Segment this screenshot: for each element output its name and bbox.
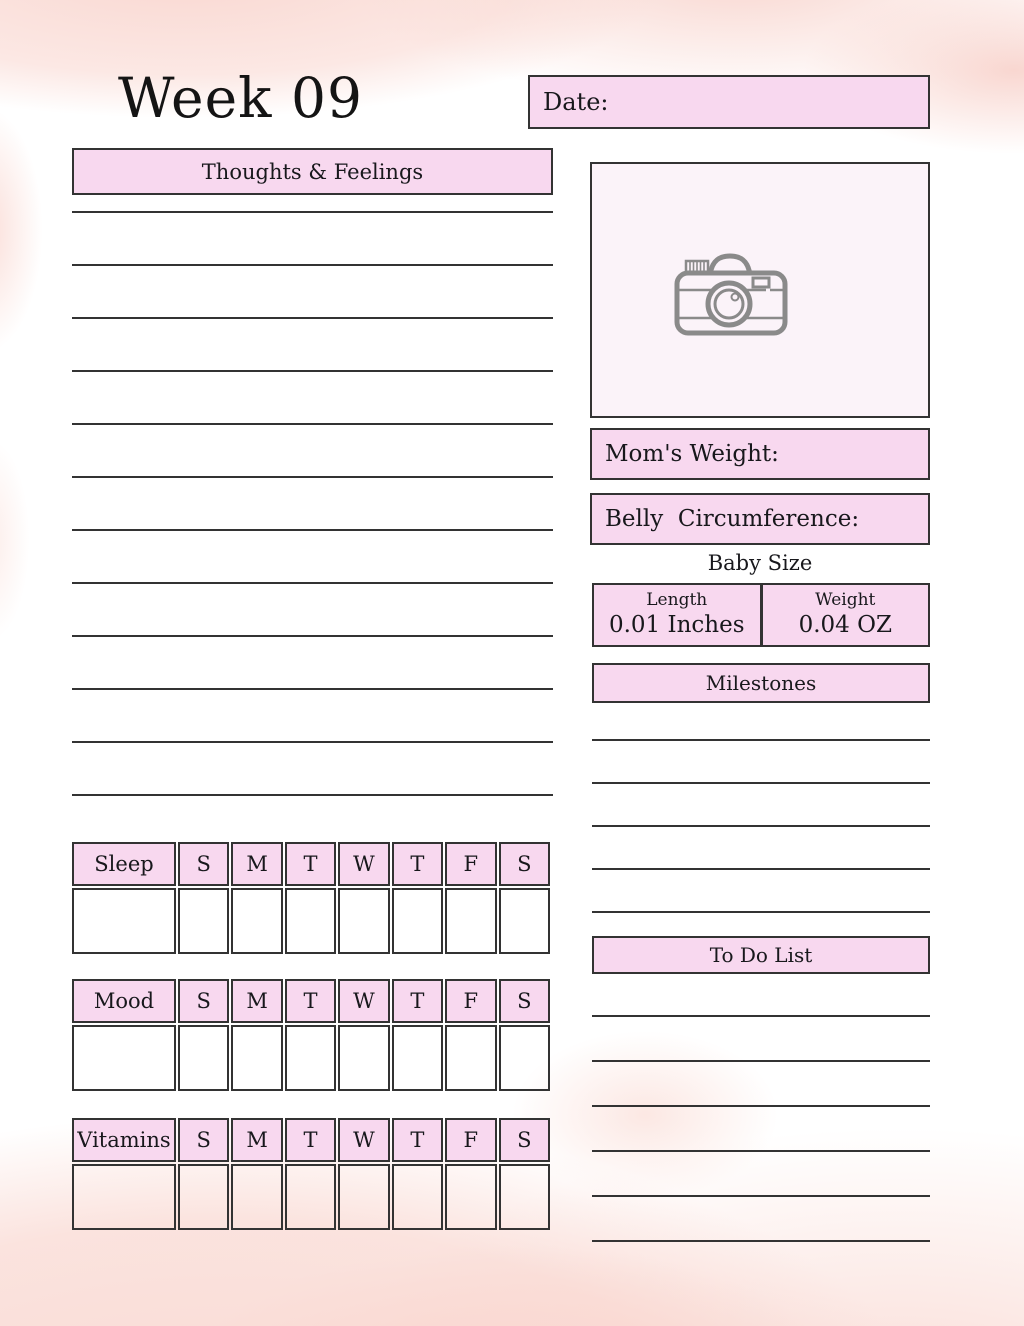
table-row — [72, 1164, 550, 1230]
tracker-cell[interactable] — [338, 1025, 389, 1091]
todo-line[interactable] — [592, 1240, 930, 1242]
tracker-label: Vitamins — [72, 1118, 176, 1162]
day-header: F — [445, 1118, 496, 1162]
sleep-tracker-table — [70, 840, 552, 956]
todo-line[interactable] — [592, 1105, 930, 1107]
tracker-cell[interactable] — [178, 1025, 229, 1091]
day-header: W — [338, 1118, 389, 1162]
tracker-cell[interactable] — [178, 888, 229, 954]
moms-weight-label: Mom's Weight: — [605, 441, 779, 467]
vitamins-tracker-table — [70, 1116, 552, 1232]
day-header: M — [231, 842, 282, 886]
day-header: M — [231, 1118, 282, 1162]
tracker-cell[interactable] — [338, 1164, 389, 1230]
mood-tracker-table — [70, 977, 552, 1093]
day-header: M — [231, 979, 282, 1023]
length-value: 0.01 Inches — [608, 612, 745, 639]
belly-circumference-field[interactable] — [590, 493, 930, 545]
day-header: S — [499, 979, 550, 1023]
day-header: T — [392, 979, 443, 1023]
table-header-row — [72, 979, 550, 1023]
tracker-cell[interactable] — [499, 888, 550, 954]
page-title: Week 09 — [118, 66, 363, 130]
day-header: S — [178, 842, 229, 886]
table-header-row — [72, 1118, 550, 1162]
todo-line[interactable] — [592, 1150, 930, 1152]
photo-placeholder[interactable] — [590, 162, 930, 418]
tracker-label: Mood — [72, 979, 176, 1023]
day-header: T — [392, 1118, 443, 1162]
baby-size-title: Baby Size — [707, 551, 813, 575]
ruled-line[interactable] — [72, 794, 553, 796]
thoughts-feelings-header: Thoughts & Feelings — [72, 148, 553, 195]
milestone-line[interactable] — [592, 825, 930, 827]
tracker-label: Sleep — [72, 842, 176, 886]
milestones-header: Milestones — [592, 663, 930, 703]
day-header: S — [499, 1118, 550, 1162]
day-header: T — [392, 842, 443, 886]
day-header: S — [178, 979, 229, 1023]
day-header: W — [338, 979, 389, 1023]
tracker-cell[interactable] — [178, 1164, 229, 1230]
baby-weight-cell — [760, 585, 929, 645]
tracker-cell[interactable] — [499, 1025, 550, 1091]
ruled-line[interactable] — [72, 741, 553, 743]
date-label: Date: — [543, 88, 609, 116]
day-header: T — [285, 1118, 336, 1162]
day-header: T — [285, 979, 336, 1023]
tracker-cell[interactable] — [392, 1164, 443, 1230]
tracker-cell[interactable] — [285, 1164, 336, 1230]
moms-weight-field[interactable] — [590, 428, 930, 480]
ruled-line[interactable] — [72, 370, 553, 372]
ruled-line[interactable] — [72, 476, 553, 478]
day-header: W — [338, 842, 389, 886]
weight-value: 0.04 OZ — [798, 612, 892, 639]
length-label: Length — [646, 590, 708, 610]
table-header-row — [72, 842, 550, 886]
tracker-cell[interactable] — [231, 888, 282, 954]
tracker-cell[interactable] — [72, 888, 176, 954]
table-row — [72, 888, 550, 954]
ruled-line[interactable] — [72, 582, 553, 584]
milestone-line[interactable] — [592, 739, 930, 741]
tracker-cell[interactable] — [231, 1164, 282, 1230]
day-header: F — [445, 842, 496, 886]
ruled-line[interactable] — [72, 211, 553, 213]
tracker-cell[interactable] — [285, 888, 336, 954]
ruled-line[interactable] — [72, 264, 553, 266]
ruled-line[interactable] — [72, 635, 553, 637]
ruled-line[interactable] — [72, 529, 553, 531]
tracker-cell[interactable] — [499, 1164, 550, 1230]
tracker-cell[interactable] — [392, 888, 443, 954]
tracker-cell[interactable] — [285, 1025, 336, 1091]
thoughts-writing-lines — [72, 0, 553, 1]
day-header: F — [445, 979, 496, 1023]
right-column-lines — [592, 0, 930, 1]
camera-icon — [674, 248, 788, 338]
day-header: S — [499, 842, 550, 886]
tracker-cell[interactable] — [445, 888, 496, 954]
tracker-cell[interactable] — [231, 1025, 282, 1091]
tracker-cell[interactable] — [392, 1025, 443, 1091]
ruled-line[interactable] — [72, 317, 553, 319]
tracker-cell[interactable] — [445, 1025, 496, 1091]
day-header: S — [178, 1118, 229, 1162]
todo-line[interactable] — [592, 1060, 930, 1062]
table-row — [72, 1025, 550, 1091]
date-field[interactable] — [528, 75, 930, 129]
belly-circumference-label: Belly Circumference: — [605, 506, 860, 532]
milestone-line[interactable] — [592, 911, 930, 913]
tracker-cell[interactable] — [72, 1025, 176, 1091]
day-header: T — [285, 842, 336, 886]
baby-size-table — [592, 583, 930, 647]
tracker-cell[interactable] — [72, 1164, 176, 1230]
todo-header: To Do List — [592, 936, 930, 974]
milestone-line[interactable] — [592, 868, 930, 870]
ruled-line[interactable] — [72, 423, 553, 425]
baby-length-cell — [594, 585, 760, 645]
ruled-line[interactable] — [72, 688, 553, 690]
milestone-line[interactable] — [592, 782, 930, 784]
todo-line[interactable] — [592, 1195, 930, 1197]
tracker-cell[interactable] — [338, 888, 389, 954]
tracker-cell[interactable] — [445, 1164, 496, 1230]
weight-label: Weight — [815, 590, 876, 610]
todo-line[interactable] — [592, 1015, 930, 1017]
